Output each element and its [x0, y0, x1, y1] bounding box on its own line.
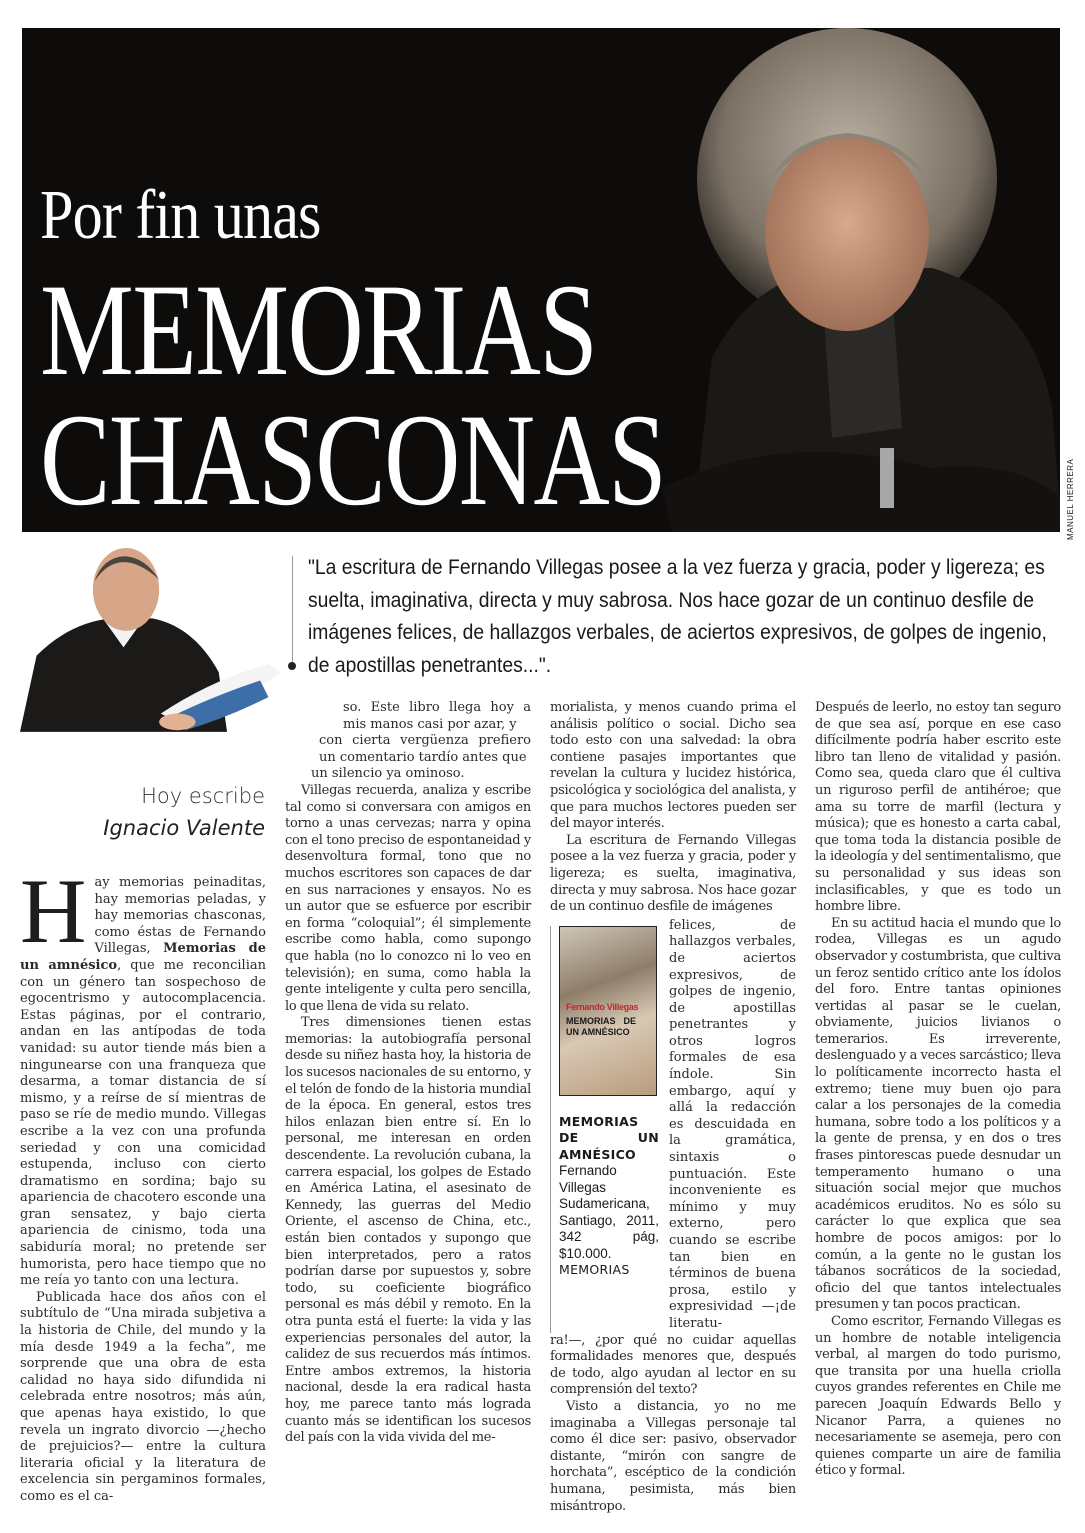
- hero-banner: [22, 28, 1060, 532]
- article-paragraph-continued: un silencio ya ominoso.: [311, 766, 465, 782]
- drop-cap: H: [20, 860, 87, 962]
- photo-credit-text: MANUEL HERRERA: [1066, 458, 1075, 540]
- article-column-2: [285, 700, 531, 1447]
- book-details: [559, 1114, 659, 1279]
- paragraph-text: , que me reconcilian con un género tan sospechoso de egocentrismo y autocomplacencia. Estas páginas, por el contrario, andan en las antípodas de toda vanidad: su autor tiende más bien a ningunearse con una franqueza que desarma, a tomar distancia de sí mismo, y a reírse de sí mientras de paso se ríe de medio mundo. Villegas escribe a la vez con una profunda seriedad y con una comicidad estupenda, incluso con cierto dramatismo en sordina; bajo su apariencia de chacotero esconde una gran sensatez, y bajo cierta apariencia de cinismo, toda una sabiduría moral; no pretende ser humorista, pero hace tiempo que no me reía yo tanto con una lectura.: [20, 957, 266, 1289]
- article-paragraph: Publicada hace dos años con el subtítulo de “Una mirada subjetiva a la historia de Chile, del mundo y la mía desde 1949 a la fecha”, me sorprende que una obra de esta calidad no haya sido difundida ni celebrada entre nosotros; más aún, que apenas haya existido, lo que revela un ingrato divorcio —¿hecho de prejuicios?— entre la cultura literaria oficial y la literatura de excelencia sin pergaminos formales, como es el ca-: [20, 1289, 266, 1504]
- article-paragraph-continued: con cierta vergüenza prefiero un comentario tardío antes que: [319, 733, 531, 765]
- paragraph-text: ay memorias peinaditas, hay memorias peladas, y hay memorias chasconas, como éstas de Fernando Villegas,: [94, 875, 266, 957]
- headline-line-2: CHASCONAS: [40, 386, 666, 532]
- book-cover-image: [559, 926, 657, 1096]
- pull-quote-bullet: [288, 662, 296, 670]
- article-column-4: [815, 700, 1061, 1480]
- book-cover-author: Fernando Villegas: [566, 1001, 639, 1012]
- article-paragraph-continued: Después de leerlo, no estoy tan seguro de que sea así, porque en ese caso difícilmente podría haber escrito este libro tan lleno de vitalidad y pasión. Como sea, queda claro que él cultiva un riguroso perfil de antihéroe; que ama su torre de marfil (lectura y música); que es honesto a carta cabal, que toma toda la distancia posible de la ideología y del sentimentalismo, que su personalidad y sus ideas son inclasificables, y que es todo un hombre libre.: [815, 700, 1061, 915]
- book-title-inline: Memorias de un amnésico: [20, 941, 266, 973]
- article-paragraph: En su actitud hacia el mundo que lo rodea, Villegas es un agudo observador y costumbrista, que cultiva un feroz sentido crítico ante los ídolos del foro. Entre tantas opiniones vertidas al pasar se le cuelan, obviamente, juicios livianos o temerarios. Es irreverente, deslenguado y a veces sarcástico; lleva lo políticamente incorrecto hasta el extremo; tiene muy buen ojo para calar a los personajes de la comedia humana, sobre todo a los políticos y a la gente de prensa, y en dos o tres frases pintorescas puede desnudar un temperamento humano o una situación social mejor que muchos académicos eruditos. No es sólo su carácter lo que explica que sea hombre de pocos amigos: por lo común, a la gente no le gustan los tábanos socráticos de la sociedad, oficio del que tantos intelectuales presumen y tan pocos practican.: [815, 915, 1062, 1313]
- article-column-1: [20, 860, 266, 1506]
- book-genre: MEMORIAS: [559, 1262, 630, 1278]
- book-info-box: [550, 926, 659, 1333]
- book-author: Fernando Villegas: [559, 1163, 617, 1195]
- book-title: MEMORIAS DE UN AMNÉSICO: [559, 1113, 659, 1162]
- article-paragraph: Tres dimensiones tienen estas memorias: la autobiografía personal desde su niñez hasta hoy, la historia de los sucesos nacionales de su entorno, y el telón de fondo de la historia mundial de la época. En general, estos tres hilos enlazan bien entre sí. En lo personal, me interesan en orden descendente. La revolución cubana, la carrera espacial, los golpes de Estado en América Latina, el asesinato de Kennedy, las guerras del Medio Oriente, el ascenso de China, etc., están bien contados y supongo que bien interpretados, pero a ratos podrían darse por supuestos y, sobre todo, su coeficiente biográfico personal es más débil y remoto. En la otra punta está el fuerte: la vida y las experiencias personales del autor, la calidez de sus recuerdos más íntimos. Entre ambos extremos, la historia nacional, desde la era radical hasta hoy, me parece tanto más lograda cuanto más se identifican los sucesos del país con la vida vivida del me-: [285, 1015, 531, 1446]
- book-publisher: Sudamericana, Santiago, 2011, 342 pág, $10.000.: [559, 1196, 659, 1261]
- photo-credit: [1063, 440, 1077, 540]
- author-photo-fernando-villegas: [632, 28, 1060, 532]
- article-narrow-text: [669, 918, 796, 1333]
- article-paragraph-continued: felices, de hallazgos verbales, de aciertos expresivos, de golpes de ingenio, de apostillas penetrantes y otros logros formales de esa índole. Sin embargo, aquí y allá la redacción es descuidada en la gramática, sintaxis o puntuación. Este inconveniente es mínimo y muy externo, pero cuando se escribe tan bien en términos de buena prosa, estilo y expresividad —¡de literatu-: [669, 917, 796, 1331]
- article-paragraph: Como escritor, Fernando Villegas es un hombre de notable inteligencia verbal, al margen do todo purismo, que transita por una huella criolla cuyos grandes referentes en Chile me parecen Joaquín Edwards Bello y Nicanor Parra, a quienes no necesariamente se asemeja, pero con quienes comparte un aire de familia ético y formal.: [815, 1313, 1061, 1479]
- article-paragraph-continued: morialista, y menos cuando prima el análisis político o social. Dicho sea todo esto con una salvedad: la obra contiene pasajes importantes que revelan la cultura y lucidez histórica, psicológica y sociológica del analista, y que para muchos lectores pueden ser del mayor interés.: [550, 700, 796, 832]
- byline-prefix: Hoy escribe: [141, 784, 265, 808]
- book-cover-title: MEMORIAS DE UN AMNÉSICO: [566, 1015, 636, 1037]
- article-paragraph: La escritura de Fernando Villegas posee a la vez fuerza y gracia, poder y ligereza; es suelta, imaginativa, directa y muy sabrosa. Nos hace gozar de un continuo desfile de imágenes: [550, 832, 796, 915]
- book-info-area: [550, 918, 796, 1333]
- article-paragraph: [20, 860, 266, 1290]
- pull-quote: "La escritura de Fernando Villegas posee a la vez fuerza y gracia, poder y ligereza; es suelta, imaginativa, directa y muy sabrosa. Nos hace gozar de un continuo desfile de imágenes felices, de hallazgos verbales, de aciertos expresivos, de golpes de ingenio, de apostillas penetrantes...".: [308, 556, 1047, 677]
- article-paragraph-continued: so. Este libro llega hoy a mis manos casi por azar, y: [343, 700, 531, 732]
- columnist-photo-ignacio-valente: [20, 548, 285, 770]
- pull-quote-rule: [292, 556, 293, 666]
- article-paragraph-continued: ra!—, ¿por qué no cuidar aquellas formalidades menores que, después de todo, algo ayudan al lector en su comprensión del texto?: [550, 1332, 796, 1398]
- headline-line-1: MEMORIAS: [40, 256, 597, 403]
- headline-kicker: Por fin unas: [40, 177, 321, 254]
- article-column-3: [550, 700, 796, 1515]
- byline-author: Ignacio Valente: [103, 816, 265, 840]
- book-cover-text: [566, 1001, 650, 1038]
- article-paragraph: Visto a distancia, yo no me imaginaba a Villegas personaje tal como él dice ser: pasivo, observador distante, “mirón con sangre de horchata”, escéptico de la condición humana, pesimista, más bien misántropo.: [550, 1398, 796, 1514]
- article-paragraph: Villegas recuerda, analiza y escribe tal como si conversara con amigos en torno a unas cervezas; narra y opina con el tono preciso de espontaneidad y desenvoltura formal, tono que no muchos escritores son capaces de dar en sus narraciones y ensayos. No es un autor que se esfuerce por escribir en forma “coloquial”; él simplemente escribe como habla, como supongo que habla (no lo conozco ni lo veo en televisión); en suma, como habla la gente inteligente y culta pero sencilla, lo que llena de vida su relato.: [285, 782, 531, 1014]
